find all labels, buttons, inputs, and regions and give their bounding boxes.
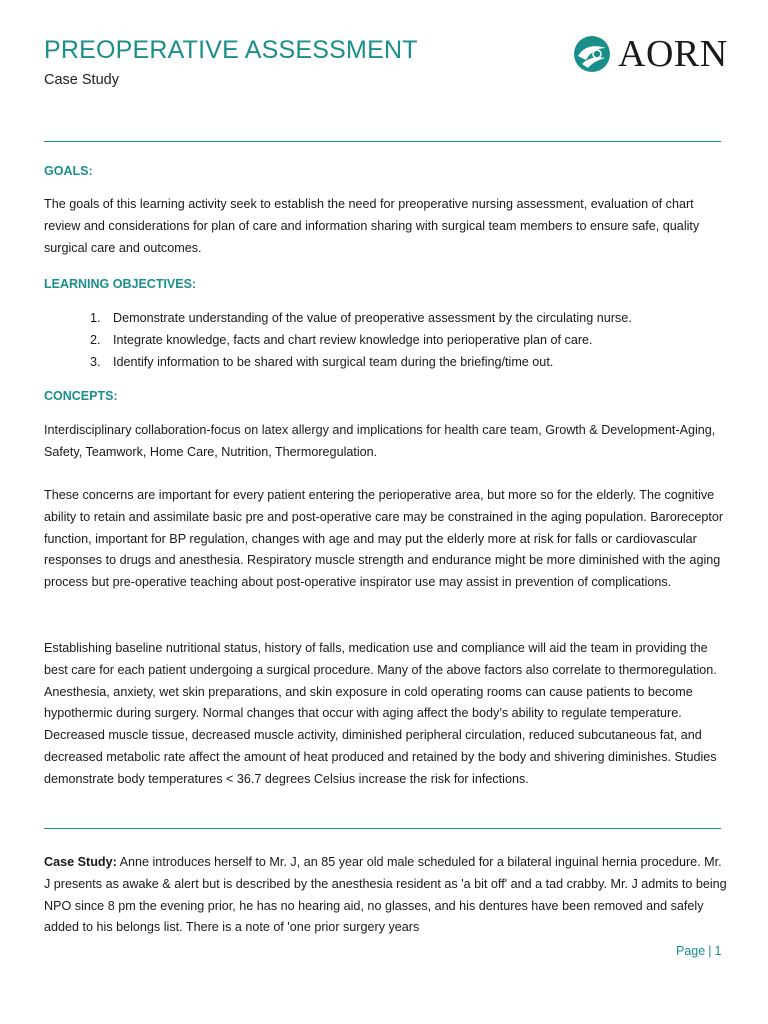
concepts-paragraph: These concerns are important for every patient entering the perioperative area, but more so for the elderly. The cognitive ability to retain and assimilate basic pre and post-operative care may be constrained in the aging population. Baroreceptor function, important for BP regulation, changes with age and may put the elderly more at risk for falls or cardiovascular responses to drugs and anesthesia. Respiratory muscle strength and endurance might be more diminished with the aging process but pre-operative teaching about post-operative inspirator use may assist in prevention of complications. xyxy=(44,488,724,590)
page-number-value: 1 xyxy=(714,944,722,958)
concepts-heading: CONCEPTS: xyxy=(44,389,118,403)
objectives-list xyxy=(90,308,730,373)
list-number: 3. xyxy=(90,354,101,369)
concepts-paragraph: Interdisciplinary collaboration-focus on latex allergy and implications for health care team, Growth & Development-Aging, Safety, Teamwork, Home Care, Nutrition, Thermoregulation. xyxy=(44,423,716,459)
section-divider xyxy=(44,828,721,829)
case-study-text xyxy=(44,852,729,939)
goals-heading: GOALS: xyxy=(44,164,93,178)
list-item-text: Demonstrate understanding of the value of preoperative assessment by the circulating nurse. xyxy=(113,311,632,325)
list-item-text: Identify information to be shared with surgical team during the briefing/time out. xyxy=(113,354,554,369)
header-divider xyxy=(44,141,721,142)
case-study-body: Anne introduces herself to Mr. J, an 85 year old male scheduled for a bilateral inguinal hernia procedure. Mr. J presents as awake & alert but is described by the anesthesia resident as 'a bit off' and a tad crabby. Mr. J admits to being NPO since 8 pm the evening prior, he has no hearing aid, no glasses, and his dentures have been removed and safely added to his belongs list. There is a note of 'one prior surgery years xyxy=(44,855,727,935)
page-number xyxy=(676,944,721,958)
page-separator: | xyxy=(708,944,712,958)
list-item xyxy=(90,308,730,330)
document-title: PREOPERATIVE ASSESSMENT xyxy=(44,36,418,64)
concepts-paragraph: Establishing baseline nutritional status, history of falls, medication use and compliance will aid the team in providing the best care for each patient undergoing a surgical procedure. Many of the above factors also correlate to thermoregulation. Anesthesia, anxiety, wet skin preparations, and skin exposure in cold operating rooms can cause patients to become hypothermic during surgery. Normal changes that occur with aging affect the body’s ability to regulate temperature. Decreased muscle tissue, decreased muscle activity, diminished peripheral circulation, reduced subcutaneous fat, and decreased metabolic rate affect the amount of heat produced and retained by the body and shivering diminishes. Studies demonstrate body temperatures < 36.7 degrees Celsius increase the risk for infections. xyxy=(44,641,717,786)
list-number: 2. xyxy=(90,332,101,347)
page-label: Page xyxy=(676,944,706,958)
goals-text: The goals of this learning activity seek to establish the need for preoperative nursing assessment, evaluation of chart review and considerations for plan of care and information sharing with surgical team members to ensure safe, quality surgical care and outcomes. xyxy=(44,197,700,255)
case-study-lead: Case Study: xyxy=(44,855,117,869)
aorn-emblem-icon xyxy=(572,34,612,74)
objectives-heading: LEARNING OBJECTIVES: xyxy=(44,277,197,291)
list-item xyxy=(90,330,730,352)
document-subtitle: Case Study xyxy=(44,72,119,88)
list-item xyxy=(90,352,730,374)
aorn-logo xyxy=(572,34,728,74)
logo-wordmark: AORN xyxy=(618,33,728,75)
list-number: 1. xyxy=(90,311,101,325)
list-item-text: Integrate knowledge, facts and chart review knowledge into perioperative plan of care. xyxy=(113,332,593,347)
